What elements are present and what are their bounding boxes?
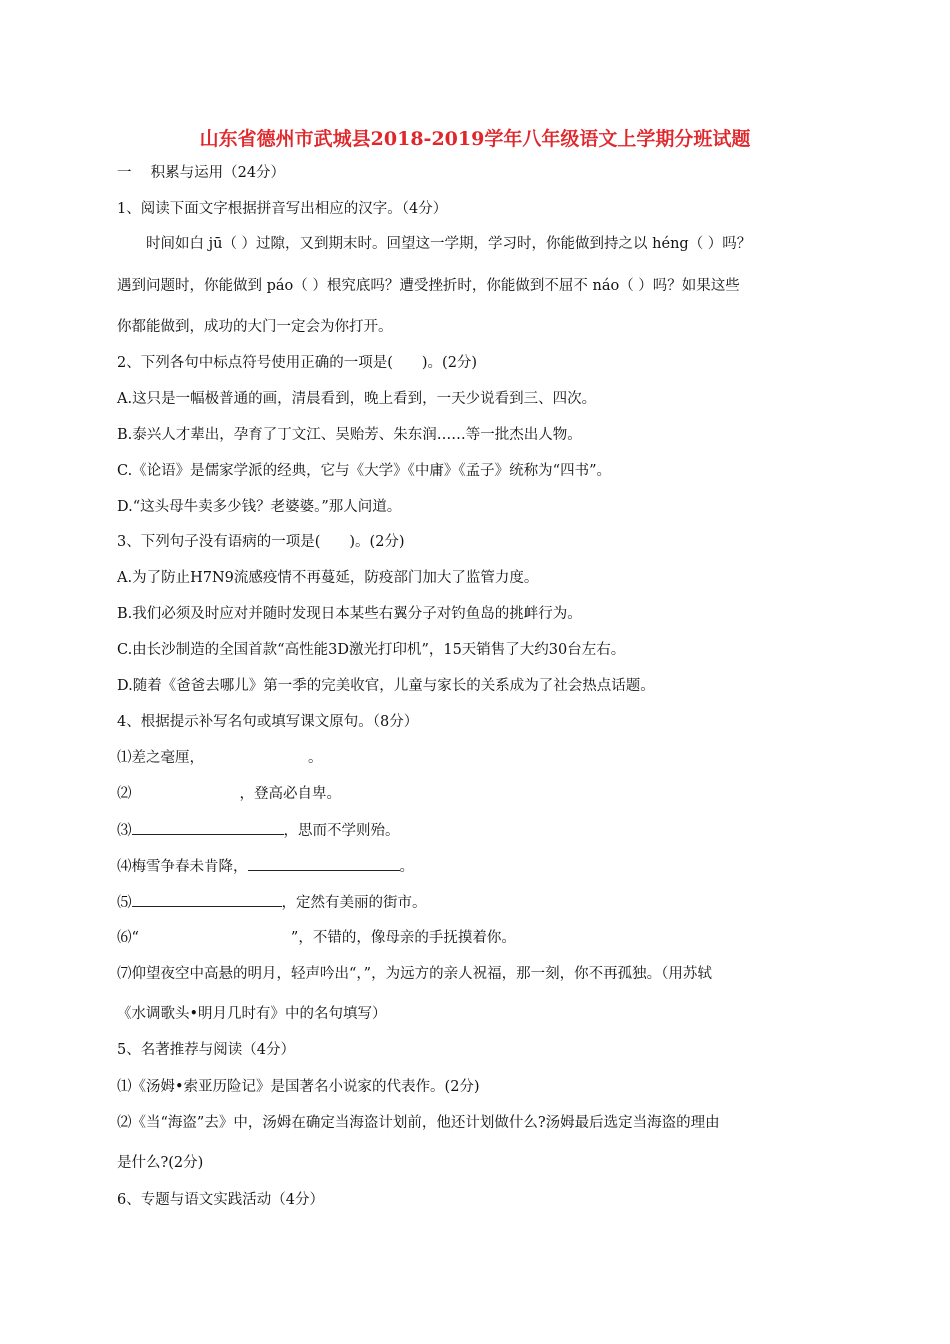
question-2-option-b: B.泰兴人才辈出，孕育了丁文江、吴贻芳、朱东润……等一批杰出人物。 (117, 427, 582, 443)
item-text: ⑷梅雪争春未肯降， (117, 859, 248, 875)
item-text: ⑵ (117, 786, 132, 802)
question-3-option-b: B.我们必须及时应对并随时发现日本某些右翼分子对钓鱼岛的挑衅行为。 (117, 606, 582, 622)
question-4-stem: 4、根据提示补写名句或填写课文原句。（8分） (117, 714, 419, 730)
item-text: ⑸ (117, 895, 132, 911)
answer-blank[interactable] (132, 892, 282, 907)
item-text: ，登高必自卑。 (239, 786, 341, 802)
item-text: ⑶ (117, 823, 132, 839)
item-text: ，思而不学则殆。 (283, 823, 400, 839)
question-4-item-3 (117, 820, 400, 841)
question-4-item-5 (117, 892, 427, 913)
item-text: ⑹“ (117, 930, 139, 946)
question-2-stem: 2、下列各句中标点符号使用正确的一项是( )。(2分) (117, 355, 478, 371)
question-4-item-2 (117, 784, 341, 804)
question-2-option-a: A.这只是一幅极普通的画，清晨看到，晚上看到，一天少说看到三、四次。 (117, 391, 597, 407)
question-4-item-7-cont: 《水调歌头•明月几时有》中的名句填写） (117, 1006, 387, 1022)
question-5-item-2: ⑵《当“海盗”去》中，汤姆在确定当海盗计划前，他还计划做什么?汤姆最后选定当海盗的理由 (117, 1115, 720, 1131)
question-5-item-1: ⑴《汤姆•索亚历险记》是国著名小说家的代表作。(2分) (117, 1079, 480, 1095)
item-text: ”，不错的，像母亲的手抚摸着你。 (290, 930, 516, 946)
question-3-option-a: A.为了防止H7N9流感疫情不再蔓延，防疫部门加大了监管力度。 (117, 570, 539, 586)
question-4-item-6 (117, 928, 516, 948)
question-2-option-d: D.“这头母牛卖多少钱？老婆婆。”那人问道。 (117, 499, 402, 515)
question-2-option-c: C.《论语》是儒家学派的经典，它与《大学》《中庸》《孟子》统称为“四书”。 (117, 463, 612, 479)
question-5-item-2-cont: 是什么?(2分) (117, 1155, 204, 1171)
item-text: 。 (308, 750, 323, 766)
item-text: 。 (399, 859, 414, 875)
question-5-stem: 5、名著推荐与阅读（4分） (117, 1042, 295, 1058)
item-text: ⑴差之毫厘， (117, 750, 204, 766)
question-1-passage-line: 时间如白 jū（ ）过隙，又到期末时。回望这一学期，学习时，你能做到持之以 héng（ ）吗？ (146, 236, 752, 252)
question-4-item-1 (117, 748, 323, 768)
question-3-option-d: D.随着《爸爸去哪儿》第一季的完美收官，儿童与家长的关系成为了社会热点话题。 (117, 678, 655, 694)
question-1-passage-line: 你都能做到，成功的大门一定会为你打开。 (117, 319, 393, 335)
question-1-stem: 1、阅读下面文字根据拼音写出相应的汉字。（4分） (117, 201, 448, 217)
answer-blank[interactable] (132, 820, 284, 835)
question-3-option-c: C.由长沙制造的全国首款“高性能3D激光打印机”，15天销售了大约30台左右。 (117, 642, 626, 658)
question-3-stem: 3、下列句子没有语病的一项是( )。(2分) (117, 534, 405, 550)
item-text: ，定然有美丽的街市。 (281, 895, 427, 911)
question-1-passage-line: 遇到问题时，你能做到 páo（ ）根究底吗？遭受挫折时，你能做到不屈不 náo（ ）吗？如果这些 (117, 278, 740, 294)
question-6-stem: 6、专题与语文实践活动（4分） (117, 1192, 324, 1208)
section-heading: 一 积累与运用（24分） (117, 165, 286, 181)
answer-blank[interactable] (248, 856, 400, 871)
question-4-item-7: ⑺仰望夜空中高悬的明月，轻声吟出“，”，为远方的亲人祝福，那一刻，你不再孤独。（用苏轼 (117, 966, 712, 982)
question-4-item-4 (117, 856, 414, 877)
page-title: 山东省德州市武城县2018-2019学年八年级语文上学期分班试题 (199, 128, 751, 150)
